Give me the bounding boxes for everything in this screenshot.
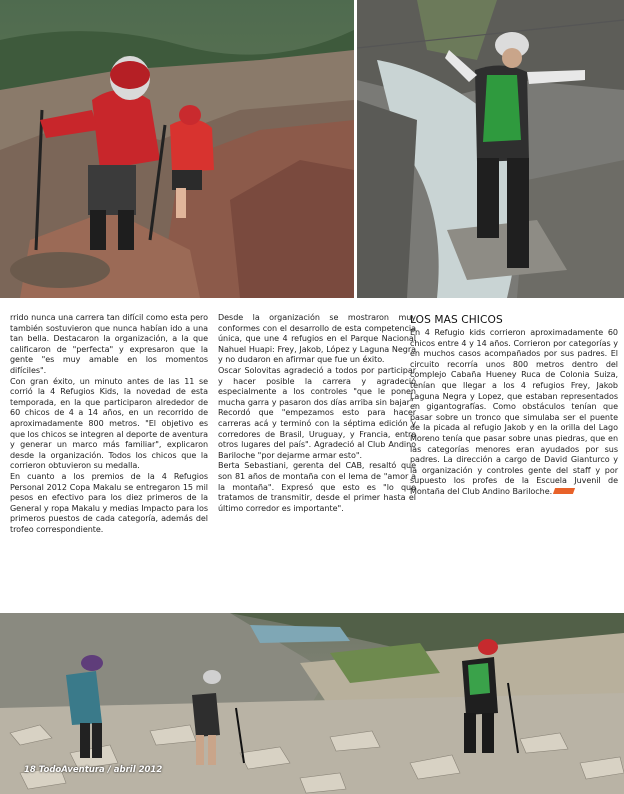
col2-paragraph-1: Desde la organización se mostraron muy conformes con el desarrollo de esta competencia única, que une 4 refugios en el Parque Nacional Nahuel Huapi: Frey, Jakob, López y Laguna Negra y no dudaron en afirmar que fue un éxito. [218,313,416,365]
col2-paragraph-2: Oscar Solovitas agradeció a todos por participar y hacer posible la carrera y agradeció especialmente a los controles "que le ponen mucha garra y pasaron dos días arriba sin bajar". Recordó que "empezamos esto para hacer carreras acá y terminó con la séptima edición y corredores de Brasil, Uruguay, y Francia, entre otros lugares del país". Agradeció al Club Andino Bariloche "por dejarme armar esto". [218,365,416,460]
photo-runners-slope-image [0,0,354,298]
photo-runner-stream-image [357,0,624,298]
text-column-3 [410,314,618,498]
photo-runner-stream [357,0,624,298]
col1-paragraph-2: Con gran éxito, un minuto antes de las 11 se corrió la 4 Refugios Kids, la novedad de esta temporada, en la que participaron alrededor de 60 chicos de 4 a 14 años, en un recorrido de aproximadamente 800 metros. "El objetivo es que los chicos se integren al deporte de aventura y generar un marco más familiar", explicaron desde la organización. Todos los chicos que la corrieron obtuvieron su medalla. [10,376,208,471]
col1-paragraph-3: En cuanto a los premios de la 4 Refugios Personal 2012 Copa Makalu se entregaron 15 mil pesos en efectivo para los diez primeros de la General y ropa Makalu y medias Impacto para los primeros puestos de cada categoría, además del trofeo correspondiente. [10,471,208,534]
text-column-1 [10,313,208,535]
page-folio: 18 TodoAventura / abril 2012 [24,765,163,775]
section-heading: LOS MAS CHICOS [410,314,503,326]
article-end-mark [553,488,575,494]
col3-paragraph-1 [410,328,618,498]
col2-paragraph-3: Berta Sebastiani, gerenta del CAB, resaltó que son 81 años de montaña con el lema de "amor a la montaña". Expresó que esto es "lo que tratamos de transmitir, desde el primer hasta el último corredor es importante". [218,461,416,513]
col3-paragraph-1-text: En 4 Refugio kids corrieron aproximadamente 60 chicos entre 4 y 14 años. Corrieron por categorías y en muchos casos acompañados por sus padres. El circuito recorría unos 800 metros dentro del complejo Cabaña Hueney Ruca de Colonia Suiza, tenían que llegar a los 4 refugios Frey, Jakob Laguna Negra y Lopez, que estaban representados en gigantografías. Como obstáculos tenían que pasar sobre un tronco que simulaba ser el puente de la picada al refugio Jakob y en la orilla del Lago Moreno tenía que pasar sobre unas piedras, que en las categorías menores eran ayudados por sus padres. La dirección a cargo de David Gianturco y la organización y controles gente del staff y por supuesto los profes de la Escuela Juvenil de Montaña del Club Andino Bariloche. [410,328,618,496]
col1-paragraph-1: rrido nunca una carrera tan difícil como esta pero también sostuvieron que nunca habían ido a una tan bella. Destacaron la organización, a la que calificaron de "perfecta" y expresaron que la gente "es muy amable en los momentos difíciles". [10,313,208,375]
photo-runners-slope [0,0,354,298]
text-column-2 [218,313,416,514]
